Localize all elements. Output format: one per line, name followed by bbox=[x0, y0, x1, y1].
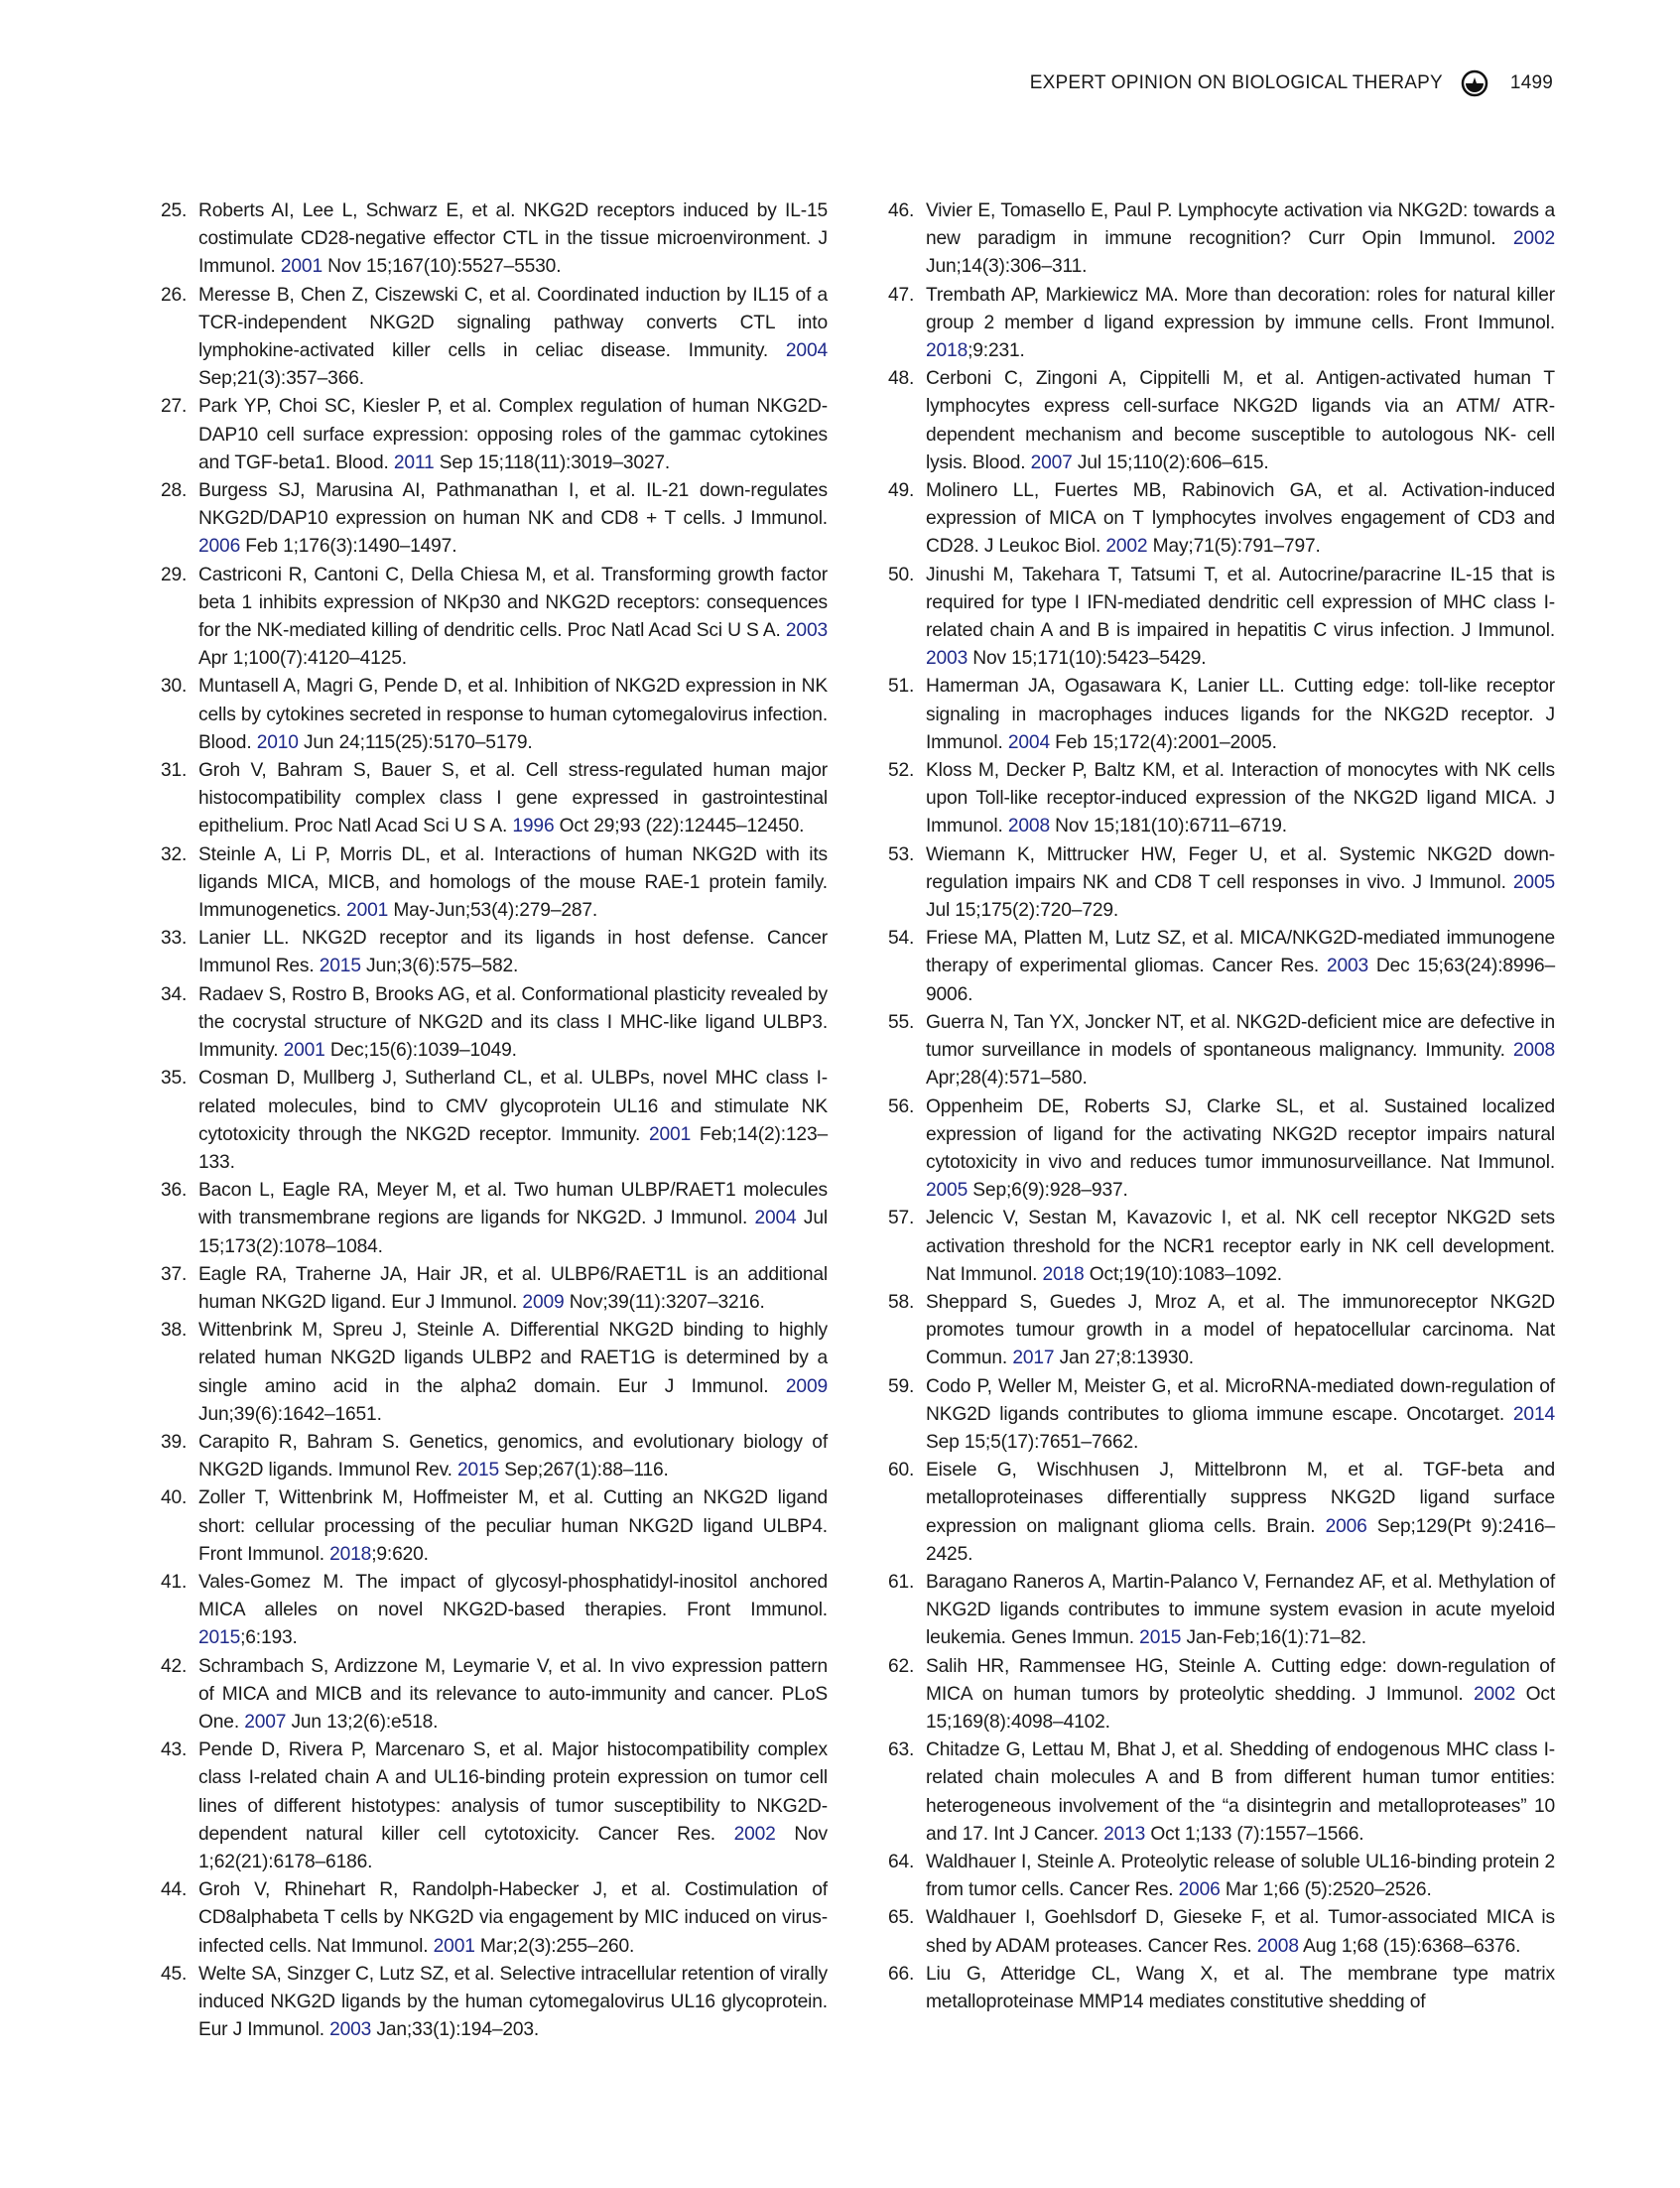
reference-text bbox=[926, 1904, 1555, 1960]
reference-item bbox=[161, 841, 828, 926]
reference-citation: Welte SA, Sinzger C, Lutz SZ, et al. Selective intracellular retention of virally induced NKG2D ligands by the human cytomegalovirus UL16 glycoprotein. Eur J Immunol. bbox=[198, 1963, 828, 2041]
reference-citation: Park YP, Choi SC, Kiesler P, et al. Complex regulation of human NKG2D-DAP10 cell surface expression: opposing roles of the gammac cytokines and TGF-beta1. Blood. bbox=[198, 396, 828, 473]
reference-item bbox=[161, 1429, 828, 1484]
reference-number: 46. bbox=[888, 200, 915, 221]
reference-number: 38. bbox=[161, 1320, 188, 1342]
reference-citation: Radaev S, Rostro B, Brooks AG, et al. Conformational plasticity revealed by the cocrystal structure of NKG2D and its class I MHC-like ligand ULBP3. Immunity. bbox=[198, 983, 828, 1062]
reference-text bbox=[198, 925, 828, 980]
reference-item bbox=[161, 925, 828, 980]
reference-source-details: Apr 1;100(7):4120–4125. bbox=[198, 648, 407, 670]
reference-year-link[interactable]: 2001 bbox=[433, 1935, 475, 1957]
reference-source-details: Jul 15;110(2):606–615. bbox=[1072, 451, 1269, 473]
reference-text bbox=[198, 1065, 828, 1177]
reference-item bbox=[888, 282, 1555, 366]
reference-text bbox=[926, 562, 1555, 674]
reference-source-details: Jul 15;173(2):1078–1084. bbox=[198, 1208, 828, 1257]
reference-year-link[interactable]: 2004 bbox=[754, 1208, 797, 1229]
reference-citation: Jinushi M, Takehara T, Tatsumi T, et al. Autocrine/paracrine IL-15 that is required for type I IFN-mediated dendritic cell expression of MHC class I-related chain A and B is impaired in hepatitis C virus infection. J Immunol. bbox=[926, 564, 1555, 642]
reference-number: 40. bbox=[161, 1487, 188, 1509]
reference-year-link[interactable]: 2002 bbox=[733, 1823, 776, 1845]
reference-year-link[interactable]: 2018 bbox=[926, 340, 969, 362]
reference-year-link[interactable]: 2001 bbox=[283, 1040, 325, 1062]
reference-source-details: Oct 1;133 (7):1557–1566. bbox=[1145, 1823, 1364, 1845]
reference-citation: Lanier LL. NKG2D receptor and its ligands in host defense. Cancer Immunol Res. bbox=[198, 928, 828, 977]
reference-year-link[interactable]: 2018 bbox=[1042, 1263, 1085, 1285]
reference-source-details: Jun 24;115(25):5170–5179. bbox=[298, 731, 533, 753]
reference-source-details: Oct;19(10):1083–1092. bbox=[1084, 1263, 1282, 1285]
reference-citation: Vivier E, Tomasello E, Paul P. Lymphocyte activation via NKG2D: towards a new paradigm in immune recognition? Curr Opin Immunol. bbox=[926, 200, 1555, 250]
reference-item bbox=[888, 562, 1555, 674]
reference-text bbox=[198, 1261, 828, 1317]
reference-source-details: Mar 1;66 (5):2520–2526. bbox=[1220, 1879, 1432, 1901]
reference-citation: Oppenheim DE, Roberts SJ, Clarke SL, et al. Sustained localized expression of ligand for the activating NKG2D receptor impairs natural cytotoxicity in vivo and reduces tumor immunosurveillance. Nat Immunol. bbox=[926, 1095, 1555, 1173]
reference-source-details: May;71(5):791–797. bbox=[1147, 536, 1321, 558]
reference-text bbox=[198, 477, 828, 562]
reference-source-details: Nov 15;171(10):5423–5429. bbox=[968, 648, 1207, 670]
reference-year-link[interactable]: 2004 bbox=[785, 340, 828, 362]
reference-item bbox=[888, 1373, 1555, 1458]
reference-item bbox=[161, 1961, 828, 2045]
reference-number: 56. bbox=[888, 1095, 915, 1117]
reference-citation: Salih HR, Rammensee HG, Steinle A. Cutting edge: down-regulation of MICA on human tumors by proteolytic shedding. J Immunol. bbox=[926, 1655, 1555, 1705]
reference-text bbox=[198, 1876, 828, 1961]
reference-item bbox=[888, 1849, 1555, 1904]
reference-year-link[interactable]: 2011 bbox=[393, 451, 435, 473]
reference-source-details: Jan;33(1):194–203. bbox=[371, 2019, 540, 2041]
reference-year-link[interactable]: 2001 bbox=[346, 900, 389, 922]
reference-number: 28. bbox=[161, 480, 188, 502]
reference-number: 66. bbox=[888, 1963, 915, 1985]
reference-year-link[interactable]: 2005 bbox=[1512, 871, 1555, 893]
reference-text bbox=[198, 841, 828, 926]
reference-number: 29. bbox=[161, 564, 188, 585]
reference-citation: Vales-Gomez M. The impact of glycosyl-phosphatidyl-inositol anchored MICA alleles on novel NKG2D-based therapies. Front Immunol. bbox=[198, 1571, 828, 1621]
reference-citation: Groh V, Rhinehart R, Randolph-Habecker J, et al. Costimulation of CD8alphabeta T cells by NKG2D via engagement by MIC induced on virus-infected cells. Nat Immunol. bbox=[198, 1879, 828, 1957]
reference-source-details: ;6:193. bbox=[240, 1627, 298, 1649]
reference-item bbox=[161, 282, 828, 394]
reference-item bbox=[888, 1904, 1555, 1960]
reference-item bbox=[888, 1961, 1555, 2016]
reference-number: 41. bbox=[161, 1571, 188, 1593]
reference-source-details: Jun 13;2(6):e518. bbox=[286, 1711, 439, 1733]
journal-title: EXPERT OPINION ON BIOLOGICAL THERAPY bbox=[1029, 72, 1443, 93]
reference-item bbox=[161, 1737, 828, 1876]
reference-source-details: Mar;2(3):255–260. bbox=[474, 1935, 635, 1957]
reference-text bbox=[926, 477, 1555, 562]
reference-citation: Bacon L, Eagle RA, Meyer M, et al. Two human ULBP/RAET1 molecules with transmembrane regions are ligands for NKG2D. J Immunol. bbox=[198, 1180, 828, 1229]
reference-text bbox=[926, 757, 1555, 841]
reference-year-link[interactable]: 2003 bbox=[785, 620, 828, 642]
reference-item bbox=[888, 365, 1555, 477]
reference-year-link[interactable]: 2006 bbox=[1325, 1515, 1367, 1537]
reference-year-link[interactable]: 2010 bbox=[256, 731, 299, 753]
reference-citation: Burgess SJ, Marusina AI, Pathmanathan I, et al. IL-21 down-regulates NKG2D/DAP10 expression on human NK and CD8 + T cells. J Immunol. bbox=[198, 480, 828, 530]
reference-item bbox=[888, 197, 1555, 282]
reference-text bbox=[198, 197, 828, 282]
reference-text bbox=[926, 282, 1555, 366]
reference-source-details: Dec 15;63(24):8996–9006. bbox=[926, 956, 1556, 1005]
reference-source-details: Sep;6(9):928–937. bbox=[968, 1180, 1128, 1202]
reference-item bbox=[161, 1569, 828, 1653]
reference-item bbox=[888, 477, 1555, 562]
reference-source-details: Oct 15;169(8):4098–4102. bbox=[926, 1683, 1555, 1733]
reference-item bbox=[161, 1317, 828, 1429]
reference-item bbox=[161, 1177, 828, 1261]
reference-number: 37. bbox=[161, 1263, 188, 1285]
reference-year-link[interactable]: 2004 bbox=[1007, 731, 1050, 753]
reference-year-link[interactable]: 2014 bbox=[1512, 1403, 1555, 1425]
reference-citation: Steinle A, Li P, Morris DL, et al. Interactions of human NKG2D with its ligands MICA, MICB, and homologs of the mouse RAE-1 protein family. Immunogenetics. bbox=[198, 843, 828, 922]
reference-item bbox=[888, 1289, 1555, 1373]
reference-source-details: Apr;28(4):571–580. bbox=[926, 1068, 1088, 1090]
reference-citation: Castriconi R, Cantoni C, Della Chiesa M, et al. Transforming growth factor beta 1 inhibits expression of NKp30 and NKG2D receptors: consequences for the NK-mediated killing of dendritic cells. Proc Natl Acad Sci U S A. bbox=[198, 564, 828, 642]
reference-text bbox=[198, 1429, 828, 1484]
reference-year-link[interactable]: 2015 bbox=[1139, 1627, 1182, 1649]
reference-number: 54. bbox=[888, 928, 915, 950]
reference-source-details: Nov 15;181(10):6711–6719. bbox=[1049, 816, 1287, 837]
reference-number: 51. bbox=[888, 676, 915, 698]
reference-number: 43. bbox=[161, 1739, 188, 1761]
reference-year-link[interactable]: 2002 bbox=[1105, 536, 1148, 558]
reference-number: 33. bbox=[161, 928, 188, 950]
reference-number: 50. bbox=[888, 564, 915, 585]
reference-year-link[interactable]: 2001 bbox=[649, 1123, 692, 1145]
reference-citation: Molinero LL, Fuertes MB, Rabinovich GA, et al. Activation-induced expression of MICA on T lymphocytes involves engagement of CD3 and CD28. J Leukoc Biol. bbox=[926, 480, 1555, 558]
reference-number: 44. bbox=[161, 1879, 188, 1901]
reference-year-link[interactable]: 2018 bbox=[329, 1543, 372, 1565]
reference-text bbox=[198, 1961, 828, 2045]
reference-year-link[interactable]: 2003 bbox=[926, 648, 969, 670]
references-right-column bbox=[888, 197, 1555, 2016]
reference-citation: Schrambach S, Ardizzone M, Leymarie V, et al. In vivo expression pattern of MICA and MICB and its relevance to auto-immunity and cancer. PLoS One. bbox=[198, 1655, 828, 1733]
reference-year-link[interactable]: 2005 bbox=[926, 1180, 969, 1202]
reference-year-link[interactable]: 2008 bbox=[1007, 816, 1050, 837]
reference-number: 49. bbox=[888, 480, 915, 502]
reference-number: 57. bbox=[888, 1208, 915, 1229]
reference-item bbox=[161, 1653, 828, 1738]
reference-item bbox=[888, 1457, 1555, 1569]
reference-number: 60. bbox=[888, 1460, 915, 1481]
reference-source-details: ;9:620. bbox=[371, 1543, 429, 1565]
reference-text bbox=[926, 1009, 1555, 1094]
reference-citation: Wittenbrink M, Spreu J, Steinle A. Differential NKG2D binding to highly related human NKG2D ligands ULBP2 and RAET1G is determined by a single amino acid in the alpha2 domain. Eur J Immunol. bbox=[198, 1320, 828, 1397]
reference-text bbox=[926, 925, 1555, 1009]
reference-citation: Eagle RA, Traherne JA, Hair JR, et al. ULBP6/RAET1L is an additional human NKG2D ligand. Eur J Immunol. bbox=[198, 1263, 828, 1313]
reference-citation: Codo P, Weller M, Meister G, et al. MicroRNA-mediated down-regulation of NKG2D ligands contributes to glioma immune escape. Oncotarget. bbox=[926, 1375, 1555, 1425]
reference-number: 42. bbox=[161, 1655, 188, 1677]
reference-year-link[interactable]: 2003 bbox=[329, 2019, 372, 2041]
reference-text bbox=[926, 841, 1555, 926]
reference-text bbox=[198, 1653, 828, 1738]
references-left-column bbox=[161, 197, 828, 2044]
reference-text bbox=[926, 1961, 1555, 2016]
reference-source-details: Feb;14(2):123–133. bbox=[198, 1123, 828, 1173]
reference-source-details: May-Jun;53(4):279–287. bbox=[388, 900, 598, 922]
reference-source-details: ;9:231. bbox=[968, 340, 1025, 362]
reference-citation: Cosman D, Mullberg J, Sutherland CL, et al. ULBPs, novel MHC class I-related molecules, bind to CMV glycoprotein UL16 and stimulate NK cytotoxicity through the NKG2D receptor. Immunity. bbox=[198, 1068, 828, 1145]
reference-source-details: Jun;3(6):575–582. bbox=[360, 956, 519, 977]
reference-citation: Cerboni C, Zingoni A, Cippitelli M, et al. Antigen-activated human T lymphocytes express cell-surface NKG2D ligands via an ATM/ ATR-dependent mechanism and become susceptible to autologous NK- cell lysis. Blood. bbox=[926, 368, 1555, 473]
reference-year-link[interactable]: 2008 bbox=[1512, 1040, 1555, 1062]
reference-text bbox=[198, 1569, 828, 1653]
reference-source-details: Jan 27;8:13930. bbox=[1054, 1348, 1194, 1369]
reference-year-link[interactable]: 2013 bbox=[1103, 1823, 1146, 1845]
reference-number: 63. bbox=[888, 1739, 915, 1761]
reference-citation: Roberts AI, Lee L, Schwarz E, et al. NKG2D receptors induced by IL-15 costimulate CD28-negative effector CTL in the tissue microenvironment. J Immunol. bbox=[198, 200, 828, 278]
reference-text bbox=[926, 1849, 1555, 1904]
reference-item bbox=[161, 1876, 828, 1961]
reference-citation: Waldhauer I, Goehlsdorf D, Gieseke F, et al. Tumor-associated MICA is shed by ADAM proteases. Cancer Res. bbox=[926, 1907, 1555, 1957]
reference-citation: Meresse B, Chen Z, Ciszewski C, et al. Coordinated induction by IL15 of a TCR-independent NKG2D signaling pathway converts CTL into lymphokine-activated killer cells in celiac disease. Immunity. bbox=[198, 284, 828, 362]
reference-citation: Carapito R, Bahram S. Genetics, genomics, and evolutionary biology of NKG2D ligands. Immunol Rev. bbox=[198, 1431, 828, 1481]
reference-source-details: Sep 15;118(11):3019–3027. bbox=[434, 451, 671, 473]
reference-text bbox=[926, 673, 1555, 757]
reference-text bbox=[926, 1373, 1555, 1458]
reference-citation: Friese MA, Platten M, Lutz SZ, et al. MICA/NKG2D-mediated immunogene therapy of experimental gliomas. Cancer Res. bbox=[926, 928, 1555, 977]
reference-text bbox=[198, 282, 828, 394]
reference-source-details: Aug 1;68 (15):6368–6376. bbox=[1298, 1935, 1521, 1957]
reference-text bbox=[926, 1653, 1555, 1738]
reference-citation: Chitadze G, Lettau M, Bhat J, et al. Shedding of endogenous MHC class I-related chain molecules A and B from different human tumor entities: heterogeneous involvement of the “a disintegrin and metalloproteases” 10 and 17. Int J Cancer. bbox=[926, 1739, 1555, 1845]
reference-citation: Trembath AP, Markiewicz MA. More than decoration: roles for natural killer group 2 member d ligand expression by immune cells. Front Immunol. bbox=[926, 284, 1555, 333]
reference-year-link[interactable]: 2003 bbox=[1326, 956, 1369, 977]
reference-item bbox=[161, 393, 828, 477]
page-number: 1499 bbox=[1509, 72, 1553, 93]
reference-text bbox=[198, 1317, 828, 1429]
reference-text bbox=[198, 1177, 828, 1261]
reference-item bbox=[161, 981, 828, 1066]
reference-citation: Zoller T, Wittenbrink M, Hoffmeister M, et al. Cutting an NKG2D ligand short: cellular processing of the peculiar human NKG2D ligand ULBP4. Front Immunol. bbox=[198, 1487, 828, 1565]
reference-text bbox=[198, 673, 828, 757]
reference-text bbox=[198, 1484, 828, 1569]
reference-text bbox=[198, 393, 828, 477]
reference-item bbox=[888, 841, 1555, 926]
reference-citation: Sheppard S, Guedes J, Mroz A, et al. The immunoreceptor NKG2D promotes tumour growth in a model of hepatocellular carcinoma. Nat Commun. bbox=[926, 1291, 1555, 1369]
reference-number: 59. bbox=[888, 1375, 915, 1397]
reference-source-details: Sep;21(3):357–366. bbox=[198, 368, 364, 390]
reference-number: 36. bbox=[161, 1180, 188, 1202]
reference-number: 39. bbox=[161, 1431, 188, 1453]
reference-citation: Guerra N, Tan YX, Joncker NT, et al. NKG2D-deficient mice are defective in tumor surveillance in models of spontaneous malignancy. Immunity. bbox=[926, 1011, 1555, 1062]
reference-citation: Baragano Raneros A, Martin-Palanco V, Fernandez AF, et al. Methylation of NKG2D ligands contributes to immune system evasion in acute myeloid leukemia. Genes Immun. bbox=[926, 1571, 1555, 1649]
reference-number: 48. bbox=[888, 368, 915, 390]
reference-source-details: Feb 15;172(4):2001–2005. bbox=[1049, 731, 1277, 753]
reference-citation: Hamerman JA, Ogasawara K, Lanier LL. Cutting edge: toll-like receptor signaling in macrophages induces ligands for the NKG2D receptor. J Immunol. bbox=[926, 676, 1555, 753]
reference-item bbox=[161, 757, 828, 841]
reference-number: 31. bbox=[161, 760, 188, 782]
reference-text bbox=[926, 1205, 1555, 1289]
reference-source-details: Jun;39(6):1642–1651. bbox=[198, 1403, 382, 1425]
reference-item bbox=[161, 673, 828, 757]
reference-citation: Pende D, Rivera P, Marcenaro S, et al. Major histocompatibility complex class I-related chain A and UL16-binding protein expression on tumor cell lines of different histotypes: analysis of tumor susceptibility to NKG2D-dependent natural killer cell cytotoxicity. Cancer Res. bbox=[198, 1739, 828, 1845]
reference-item bbox=[888, 1737, 1555, 1849]
reference-year-link[interactable]: 2017 bbox=[1012, 1348, 1055, 1369]
reference-item bbox=[888, 1653, 1555, 1738]
reference-source-details: Sep 15;5(17):7651–7662. bbox=[926, 1431, 1139, 1453]
reference-text bbox=[198, 757, 828, 841]
reference-year-link[interactable]: 2009 bbox=[785, 1375, 828, 1397]
reference-number: 65. bbox=[888, 1907, 915, 1929]
reference-year-link[interactable]: 2002 bbox=[1512, 228, 1555, 250]
reference-item bbox=[161, 197, 828, 282]
reference-source-details: Jun;14(3):306–311. bbox=[926, 256, 1088, 278]
reference-source-details: Jan-Feb;16(1):71–82. bbox=[1181, 1627, 1366, 1649]
reference-number: 30. bbox=[161, 676, 188, 698]
reference-year-link[interactable]: 2006 bbox=[198, 536, 241, 558]
reference-item bbox=[888, 673, 1555, 757]
reference-text bbox=[198, 562, 828, 674]
reference-number: 64. bbox=[888, 1851, 915, 1872]
reference-year-link[interactable]: 2001 bbox=[280, 256, 323, 278]
reference-item bbox=[161, 1065, 828, 1177]
reference-number: 55. bbox=[888, 1011, 915, 1033]
reference-item bbox=[161, 1261, 828, 1317]
reference-citation: Eisele G, Wischhusen J, Mittelbronn M, et al. TGF-beta and metalloproteinases differentially suppress NKG2D ligand surface expression on malignant glioma cells. Brain. bbox=[926, 1460, 1555, 1537]
reference-item bbox=[161, 1484, 828, 1569]
reference-source-details: Nov 1;62(21):6178–6186. bbox=[198, 1823, 828, 1872]
reference-number: 62. bbox=[888, 1655, 915, 1677]
running-header bbox=[1030, 69, 1553, 97]
reference-number: 52. bbox=[888, 760, 915, 782]
reference-item bbox=[888, 925, 1555, 1009]
reference-source-details: Dec;15(6):1039–1049. bbox=[324, 1040, 517, 1062]
reference-year-link[interactable]: 2009 bbox=[522, 1291, 565, 1313]
reference-citation: Jelencic V, Sestan M, Kavazovic I, et al. NK cell receptor NKG2D sets activation threshold for the NCR1 receptor early in NK cell development. Nat Immunol. bbox=[926, 1208, 1555, 1285]
reference-item bbox=[888, 1094, 1555, 1206]
reference-source-details: Nov 15;167(10):5527–5530. bbox=[322, 256, 562, 278]
reference-number: 35. bbox=[161, 1068, 188, 1090]
reference-item bbox=[161, 477, 828, 562]
reference-text bbox=[926, 1569, 1555, 1653]
reference-text bbox=[198, 1737, 828, 1876]
reference-year-link[interactable]: 2006 bbox=[1178, 1879, 1221, 1901]
reference-number: 61. bbox=[888, 1571, 915, 1593]
reference-citation: Kloss M, Decker P, Baltz KM, et al. Interaction of monocytes with NK cells upon Toll-like receptor-induced expression of the NKG2D ligand MICA. J Immunol. bbox=[926, 760, 1555, 837]
reference-source-details: Nov;39(11):3207–3216. bbox=[564, 1291, 765, 1313]
reference-item bbox=[888, 757, 1555, 841]
reference-text bbox=[198, 981, 828, 1066]
reference-year-link[interactable]: 2015 bbox=[198, 1627, 241, 1649]
reference-year-link[interactable]: 2015 bbox=[319, 956, 361, 977]
reference-source-details: Sep;129(Pt 9):2416–2425. bbox=[926, 1515, 1555, 1565]
reference-citation: Groh V, Bahram S, Bauer S, et al. Cell stress-regulated human major histocompatibility complex class I gene expressed in gastrointestinal epithelium. Proc Natl Acad Sci U S A. bbox=[198, 760, 828, 837]
reference-text bbox=[926, 365, 1555, 477]
reference-number: 27. bbox=[161, 396, 188, 418]
reference-year-link[interactable]: 2007 bbox=[244, 1711, 287, 1733]
reference-year-link[interactable]: 2007 bbox=[1030, 451, 1073, 473]
reference-year-link[interactable]: 1996 bbox=[512, 816, 555, 837]
reference-source-details: Jul 15;175(2):720–729. bbox=[926, 900, 1119, 922]
reference-citation: Liu G, Atteridge CL, Wang X, et al. The membrane type matrix metalloproteinase MMP14 mediates constitutive shedding of bbox=[926, 1963, 1555, 2012]
reference-text bbox=[926, 1737, 1555, 1849]
reference-citation: Waldhauer I, Steinle A. Proteolytic release of soluble UL16-binding protein 2 from tumor cells. Cancer Res. bbox=[926, 1851, 1555, 1901]
reference-number: 58. bbox=[888, 1291, 915, 1313]
reference-text bbox=[926, 1094, 1555, 1206]
reference-number: 32. bbox=[161, 843, 188, 865]
reference-text bbox=[926, 197, 1555, 282]
reference-citation: Muntasell A, Magri G, Pende D, et al. Inhibition of NKG2D expression in NK cells by cytokines secreted in response to human cytomegalovirus infection. Blood. bbox=[198, 676, 828, 753]
reference-item bbox=[888, 1009, 1555, 1094]
reference-year-link[interactable]: 2002 bbox=[1474, 1683, 1516, 1705]
reference-year-link[interactable]: 2015 bbox=[456, 1460, 500, 1481]
reference-item bbox=[888, 1569, 1555, 1653]
reference-item bbox=[161, 562, 828, 674]
publisher-logo-icon bbox=[1461, 69, 1488, 97]
reference-source-details: Sep;267(1):88–116. bbox=[499, 1460, 669, 1481]
reference-year-link[interactable]: 2008 bbox=[1256, 1935, 1299, 1957]
reference-citation: Wiemann K, Mittrucker HW, Feger U, et al. Systemic NKG2D down-regulation impairs NK and CD8 T cell responses in vivo. J Immunol. bbox=[926, 843, 1555, 893]
reference-number: 47. bbox=[888, 284, 915, 306]
reference-text bbox=[926, 1457, 1555, 1569]
reference-number: 26. bbox=[161, 284, 188, 306]
reference-text bbox=[926, 1289, 1555, 1373]
reference-item bbox=[888, 1205, 1555, 1289]
reference-number: 53. bbox=[888, 843, 915, 865]
reference-number: 45. bbox=[161, 1963, 188, 1985]
reference-number: 25. bbox=[161, 200, 188, 221]
reference-source-details: Feb 1;176(3):1490–1497. bbox=[240, 536, 457, 558]
reference-source-details: Oct 29;93 (22):12445–12450. bbox=[554, 816, 805, 837]
reference-number: 34. bbox=[161, 983, 188, 1005]
